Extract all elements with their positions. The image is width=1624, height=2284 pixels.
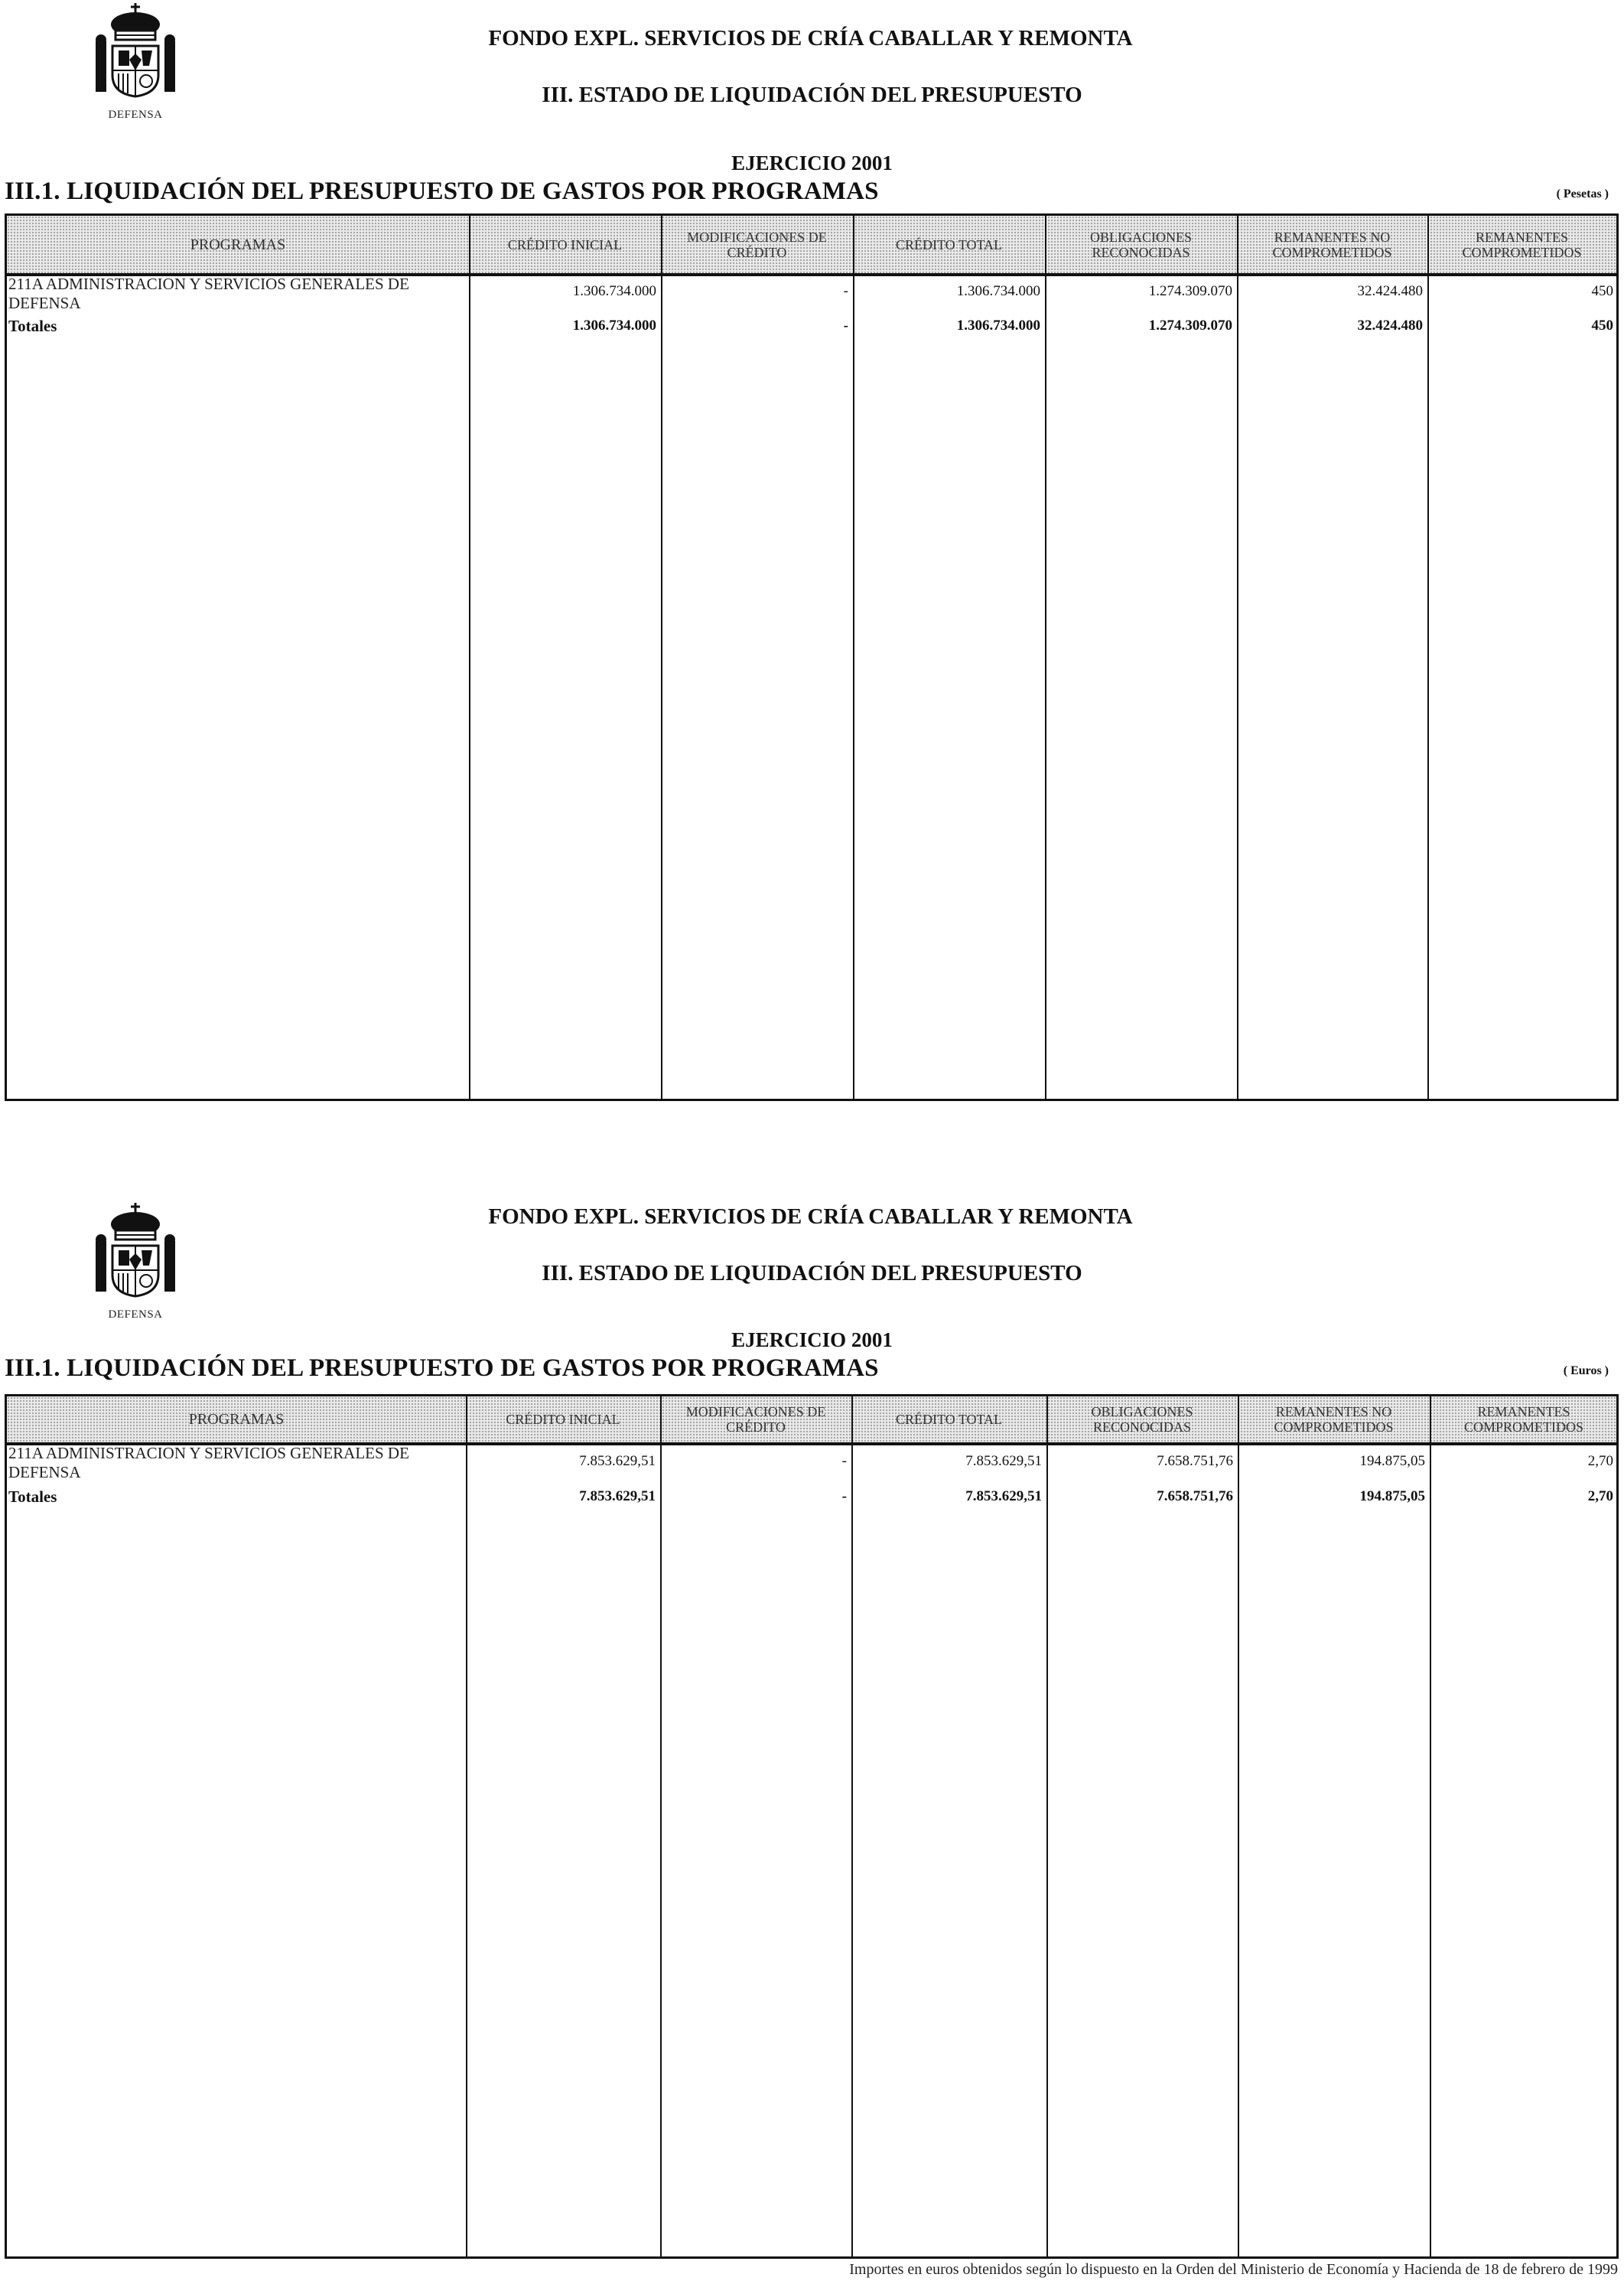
column-header-remanentes-no: REMANENTES NO COMPROMETIDOS [1272, 229, 1392, 260]
section-heading: III.1. LIQUIDACIÓN DEL PRESUPUESTO DE GASTOS POR PROGRAMAS [5, 178, 879, 205]
fiscal-year: EJERCICIO 2001 [731, 152, 893, 174]
report-pesetas [0, 0, 1624, 1109]
column-header-obligaciones: OBLIGACIONES RECONOCIDAS [1091, 1404, 1193, 1435]
fund-title: FONDO EXPL. SERVICIOS DE CRÍA CABALLAR Y REMONTA [488, 1204, 1133, 1229]
totals-remanentes-no: 194.875,05 [1359, 1488, 1425, 1504]
column-header-modificaciones: MODIFICACIONES DE CRÉDITO [687, 229, 827, 260]
row-credito-inicial: 7.853.629,51 [579, 1453, 656, 1469]
row-credito-total: 7.853.629,51 [965, 1453, 1042, 1469]
totals-remanentes-no: 32.424.480 [1357, 318, 1423, 334]
row-credito-inicial: 1.306.734.000 [572, 283, 656, 299]
fiscal-year: EJERCICIO 2001 [731, 1328, 893, 1351]
column-header-programas: PROGRAMAS [188, 1411, 285, 1428]
row-remanentes-comp: 450 [1591, 283, 1613, 299]
column-header-modificaciones: MODIFICACIONES DE CRÉDITO [685, 1404, 826, 1435]
column-header-credito-total: CRÉDITO TOTAL [895, 1412, 1003, 1427]
totals-label: Totales [8, 1487, 57, 1506]
budget-table-pesetas [5, 213, 1619, 1101]
row-obligaciones: 7.658.751,76 [1157, 1453, 1233, 1469]
totals-modificaciones: - [843, 318, 848, 334]
currency-unit: ( Euros ) [1563, 1364, 1609, 1377]
totals-credito-inicial: 7.853.629,51 [579, 1488, 656, 1504]
totals-credito-total: 7.853.629,51 [965, 1488, 1042, 1504]
row-obligaciones: 1.274.309.070 [1148, 283, 1232, 299]
totals-modificaciones: - [841, 1488, 847, 1504]
row-remanentes-comp: 2,70 [1587, 1453, 1613, 1469]
column-header-credito-inicial: CRÉDITO INICIAL [506, 1412, 620, 1427]
column-header-remanentes-comp: REMANENTES COMPROMETIDOS [1463, 1404, 1584, 1435]
totals-obligaciones: 7.658.751,76 [1157, 1488, 1233, 1504]
row-programa: 211A ADMINISTRACION Y SERVICIOS GENERALES DE DEFENSA [8, 1444, 409, 1481]
row-remanentes-no: 32.424.480 [1357, 283, 1423, 299]
section-heading: III.1. LIQUIDACIÓN DEL PRESUPUESTO DE GASTOS POR PROGRAMAS [5, 1354, 879, 1382]
totals-credito-total: 1.306.734.000 [956, 318, 1040, 334]
column-header-remanentes-no: REMANENTES NO COMPROMETIDOS [1274, 1404, 1394, 1435]
totals-credito-inicial: 1.306.734.000 [572, 318, 656, 334]
row-credito-total: 1.306.734.000 [956, 283, 1040, 299]
column-header-programas: PROGRAMAS [190, 236, 286, 253]
report-subtitle: III. ESTADO DE LIQUIDACIÓN DEL PRESUPUESTO [542, 83, 1082, 107]
report-subtitle: III. ESTADO DE LIQUIDACIÓN DEL PRESUPUESTO [542, 1261, 1082, 1285]
row-modificaciones: - [841, 1453, 847, 1469]
ministry-name: DEFENSA [108, 109, 163, 121]
row-programa: 211A ADMINISTRACION Y SERVICIOS GENERALES DE DEFENSA [8, 275, 409, 312]
row-modificaciones: - [843, 283, 848, 299]
totals-remanentes-comp: 2,70 [1587, 1488, 1613, 1504]
row-remanentes-no: 194.875,05 [1359, 1453, 1425, 1469]
currency-unit: ( Pesetas ) [1556, 187, 1609, 200]
fund-title: FONDO EXPL. SERVICIOS DE CRÍA CABALLAR Y REMONTA [488, 26, 1133, 51]
report-euros [0, 1178, 1624, 2280]
column-header-credito-inicial: CRÉDITO INICIAL [507, 236, 623, 253]
totals-obligaciones: 1.274.309.070 [1148, 318, 1232, 334]
ministry-name: DEFENSA [108, 1308, 163, 1321]
column-header-remanentes-comp: REMANENTES COMPROMETIDOS [1462, 229, 1582, 260]
column-header-credito-total: CRÉDITO TOTAL [895, 236, 1003, 253]
totals-remanentes-comp: 450 [1591, 318, 1613, 334]
column-header-obligaciones: OBLIGACIONES RECONOCIDAS [1090, 229, 1192, 260]
totals-label: Totales [8, 317, 57, 335]
budget-table-euros [5, 1394, 1619, 2259]
footer-note: Importes en euros obtenidos según lo dispuesto en la Orden del Ministerio de Economía y Hacienda de 18 de febrero de 1999 [849, 2261, 1618, 2278]
